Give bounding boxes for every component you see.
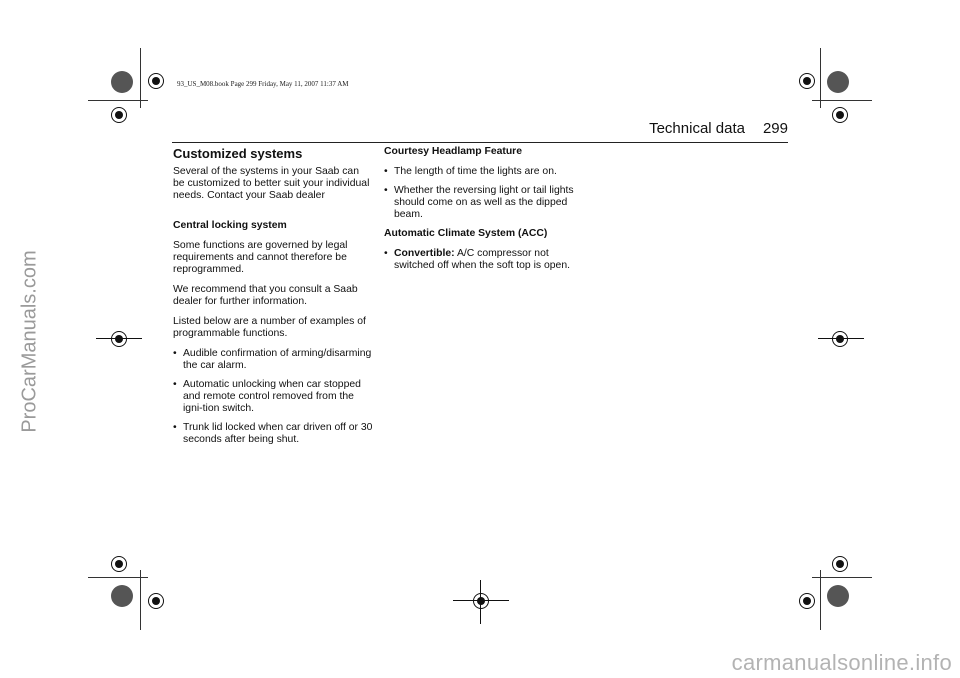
acc-heading: Automatic Climate System (ACC): [384, 228, 548, 239]
registration-target-icon: [111, 107, 127, 123]
crop-line: [88, 577, 148, 578]
left-column: [173, 146, 373, 453]
registration-crosshair: [96, 338, 142, 339]
footer-watermark: carmanualsonline.info: [731, 650, 952, 675]
registration-disc-icon: [111, 71, 133, 93]
registration-disc-icon: [111, 585, 133, 607]
registration-crosshair: [480, 580, 481, 624]
registration-crosshair: [818, 338, 864, 339]
registration-disc-icon: [827, 71, 849, 93]
registration-target-icon: [148, 73, 164, 89]
convertible-label: Convertible:: [394, 248, 455, 259]
headlamp-list: [384, 166, 584, 221]
paragraph: We recommend that you consult a Saab dealer for further information.: [173, 284, 358, 307]
registration-target-icon: [473, 593, 489, 609]
page-title: Customized systems: [173, 146, 303, 161]
headlamp-heading: Courtesy Headlamp Feature: [384, 146, 523, 157]
registration-crosshair: [453, 600, 509, 601]
crop-line: [140, 570, 141, 630]
list-item: • Whether the reversing light or tail lights should come on as well as the dipped beam.: [384, 185, 584, 221]
registration-disc-icon: [827, 585, 849, 607]
header-rule: [172, 142, 788, 143]
registration-target-icon: [111, 331, 127, 347]
list-item: • Audible confirmation of arming/disarming the car alarm.: [173, 348, 373, 372]
crop-line: [812, 100, 872, 101]
registration-target-icon: [799, 73, 815, 89]
list-item: • The length of time the lights are on.: [384, 166, 584, 178]
paragraph: Listed below are a number of examples of programmable functions.: [173, 316, 366, 339]
side-watermark: ProCarManuals.com: [18, 250, 41, 433]
list-item: • Automatic unlocking when car stopped and remote control removed from the igni-tion switch.: [173, 379, 373, 415]
registration-target-icon: [111, 556, 127, 572]
crop-line: [812, 577, 872, 578]
convertible-text: A/C compressor not switched off when the soft top is open.: [394, 248, 570, 271]
registration-target-icon: [832, 331, 848, 347]
registration-target-icon: [799, 593, 815, 609]
section-title: Technical data: [649, 120, 745, 137]
list-item: • Trunk lid locked when car driven off or 30 seconds after being shut.: [173, 422, 373, 446]
list-item: [384, 248, 584, 272]
paragraph: Some functions are governed by legal requirements and cannot therefore be reprogrammed.: [173, 240, 348, 275]
central-locking-heading: Central locking system: [173, 220, 287, 231]
crop-line: [140, 48, 141, 108]
registration-target-icon: [832, 107, 848, 123]
right-column: [384, 146, 584, 279]
crop-line: [820, 48, 821, 108]
crop-line: [88, 100, 148, 101]
intro-paragraph: Several of the systems in your Saab can be customized to better suit your individual needs. Contact your Saab dealer: [173, 166, 370, 201]
registration-target-icon: [148, 593, 164, 609]
acc-list: [384, 248, 584, 272]
book-info: 93_US_M08.book Page 299 Friday, May 11, 2007 11:37 AM: [177, 80, 349, 88]
crop-line: [820, 570, 821, 630]
page-number: 299: [762, 120, 788, 137]
registration-target-icon: [832, 556, 848, 572]
programmable-functions-list: [173, 348, 373, 446]
